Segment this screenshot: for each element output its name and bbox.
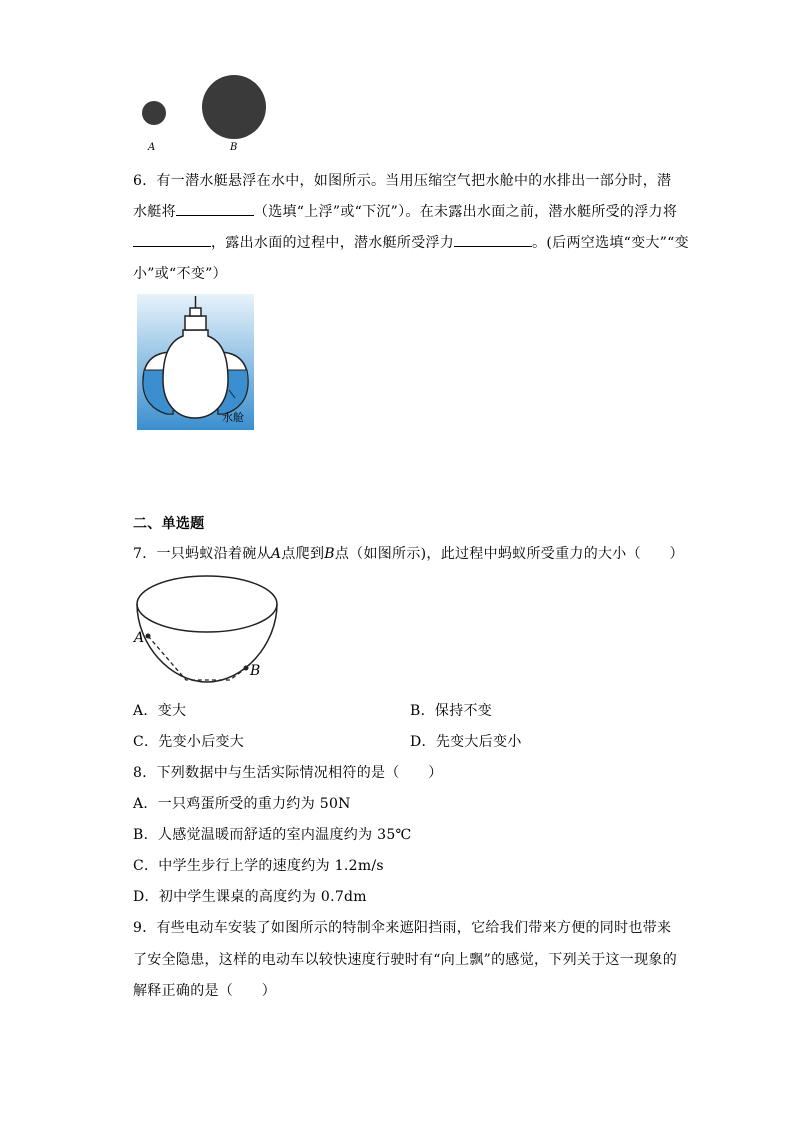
q6-blank-2 xyxy=(133,233,211,247)
q7-option-c: C．先变小后变大 xyxy=(133,734,245,750)
q6-blank-3 xyxy=(454,233,532,247)
q8-option-a: A．一只鸡蛋所受的重力约为 50N xyxy=(133,796,351,812)
water-tank-label: 水舱 xyxy=(222,411,244,424)
conning-tower xyxy=(185,316,206,330)
bowl-label-b: B xyxy=(250,663,261,679)
q7-option-b: B．保持不变 xyxy=(410,703,493,719)
q6-line3 xyxy=(133,233,689,253)
bowl-rim xyxy=(137,576,277,632)
q6-line4: 小”或“不变”） xyxy=(133,266,227,282)
q7-text-3: 点（如图所示)，此过程中蚂蚁所受重力的大小（ ） xyxy=(334,546,684,562)
circles-figure xyxy=(136,74,276,158)
circle-label-a: A xyxy=(148,142,156,153)
q9-line1: 9．有些电动车安装了如图所示的特制伞来遮阳挡雨，它给我们带来方便的同时也带来 xyxy=(133,920,672,936)
bowl-label-a: A xyxy=(134,630,145,646)
q6-line2-before: 水艇将 xyxy=(133,204,176,220)
q6-line2 xyxy=(133,202,677,222)
q9-line3: 解释正确的是（ ） xyxy=(133,983,276,999)
q8-option-c: C．中学生步行上学的速度约为 1.2m/s xyxy=(133,858,384,874)
q8-stem: 8．下列数据中与生活实际情况相符的是（ ） xyxy=(133,765,443,781)
q8-option-d: D．初中学生课桌的高度约为 0.7dm xyxy=(133,889,367,905)
q6-line1: 6．有一潜水艇悬浮在水中，如图所示。当用压缩空气把水舱中的水排出一部分时，潜 xyxy=(133,173,672,189)
q6-line3-after: 。(后两空选填“变大”“变 xyxy=(532,235,689,251)
q7-text-1: 7．一只蚂蚁沿着碗从 xyxy=(133,546,271,562)
q6-line3-middle: ，露出水面的过程中，潜水艇所受浮力 xyxy=(211,235,455,251)
point-a-dot xyxy=(146,634,151,639)
q7-text-2: 点爬到 xyxy=(281,546,325,562)
tower-top xyxy=(190,308,201,316)
large-circle-b xyxy=(202,75,266,139)
q8-option-b: B．人感觉温暖而舒适的室内温度约为 35℃ xyxy=(133,827,412,843)
q7-option-d: D．先变大后变小 xyxy=(410,734,522,750)
q7-stem xyxy=(133,544,684,564)
q9-line2: 了安全隐患，这样的电动车以较快速度行驶时有“向上飘”的感觉，下列关于这一现象的 xyxy=(133,952,678,968)
point-b-dot xyxy=(244,666,249,671)
q6-line2-after: （选填“上浮”或“下沉”）。在未露出水面之前，潜水艇所受的浮力将 xyxy=(253,204,678,220)
ant-path-dashed xyxy=(148,636,246,680)
q7-point-b: B xyxy=(324,546,335,562)
submarine-hull xyxy=(163,330,228,418)
q7-point-a: A xyxy=(270,546,282,562)
small-circle-a xyxy=(142,101,166,125)
q6-blank-1 xyxy=(176,202,254,216)
circle-label-b: B xyxy=(230,142,238,153)
q7-option-a: A．变大 xyxy=(133,703,187,719)
section-heading: 二、单选题 xyxy=(133,516,205,532)
